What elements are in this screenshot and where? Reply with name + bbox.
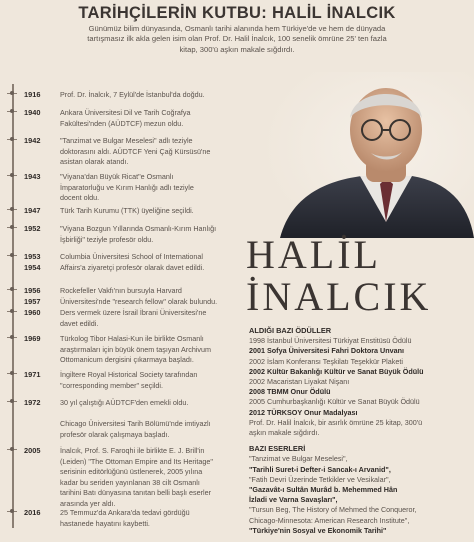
timeline-text-line: "Tanzimat ve Bulgar Meselesi" adlı teziyle bbox=[60, 136, 193, 145]
timeline-year-value: 1943 bbox=[24, 172, 41, 181]
timeline-text bbox=[60, 172, 238, 204]
name-heading bbox=[246, 234, 474, 318]
timeline-marker bbox=[7, 401, 17, 402]
timeline-text-line: Üniversitesi'nde "research fellow" olarak bulundu. bbox=[60, 296, 218, 306]
award-text: İslam Konferansı Teşkilatı Teşekkür Plaketi bbox=[267, 356, 403, 366]
awards-note bbox=[249, 418, 473, 438]
timeline-year bbox=[24, 446, 40, 457]
intro-line: tartışmasız ilk akla gelen isim olan Prof. Dr. Halil İnalcık, 100 senelik ömrüne 25' ten fazla bbox=[87, 34, 387, 44]
timeline-text-line: Affairs'a ziyaretçi profesör olarak davet edildi. bbox=[60, 262, 205, 272]
timeline-text-line: Rockefeller Vakfı'nın bursuyla Harvard bbox=[60, 286, 182, 295]
awards-section bbox=[249, 326, 473, 536]
name-last: İNALCIK bbox=[246, 274, 432, 319]
timeline-year-value: 1972 bbox=[24, 398, 41, 407]
timeline-year-value: 1947 bbox=[24, 206, 41, 215]
timeline-year bbox=[24, 206, 40, 217]
timeline-text-line: profesör olarak çalışmaya başladı. bbox=[60, 429, 170, 439]
timeline-year bbox=[24, 108, 40, 119]
timeline-year-value: 1942 bbox=[24, 136, 41, 145]
timeline-axis bbox=[12, 84, 14, 528]
timeline-year-value: 1969 bbox=[24, 334, 41, 343]
timeline-text-line: Türk Tarih Kurumu (TTK) üyeliğine seçildi. bbox=[60, 206, 194, 215]
timeline-marker bbox=[7, 337, 17, 338]
timeline-text-line: "corresponding member" seçildi. bbox=[60, 380, 163, 390]
timeline-year-value: 1960 bbox=[24, 308, 41, 317]
timeline-text-line: Columbia Üniversitesi School of International bbox=[60, 252, 204, 261]
timeline-text-line: doktorasını aldı. AÜDTCF Yeni Çağ Kürsüsü'ne bbox=[60, 146, 211, 156]
portrait-photo bbox=[262, 72, 474, 238]
timeline-marker bbox=[7, 93, 17, 94]
timeline-text-line: "Viyana Bozgun Yıllarında Osmanlı-Kırım Hanlığı bbox=[60, 224, 217, 233]
awards-note-line: Prof. Dr. Halil İnalcık, bir asırlık ömrüne 25 kitap, 300'ü bbox=[249, 417, 423, 427]
timeline-year-value: 1916 bbox=[24, 90, 41, 99]
timeline-text bbox=[60, 446, 238, 509]
timeline-text bbox=[60, 334, 238, 366]
award-year: 2012 bbox=[249, 407, 265, 417]
award-item bbox=[249, 336, 473, 346]
award-text: Macaristan Liyakat Nişanı bbox=[267, 377, 350, 387]
work-item: İzladi ve Varna Savaşları", bbox=[249, 495, 338, 505]
work-item: "Tanzimat ve Bulgar Meselesi", bbox=[249, 454, 348, 464]
timeline-text-line: kadar bu seriden yayınlanan 38 cilt Osmanlı bbox=[60, 477, 200, 487]
award-list bbox=[249, 336, 473, 418]
timeline-text-line: araştırmaları için büyük önem taşıyan Archivum bbox=[60, 344, 211, 354]
timeline-text bbox=[60, 286, 238, 307]
award-text: TÜRKSOY Onur Madalyası bbox=[267, 407, 358, 417]
timeline-marker bbox=[7, 373, 17, 374]
award-item bbox=[249, 367, 473, 377]
portrait-illustration bbox=[262, 72, 474, 238]
timeline-text-line: İnalcık, Prof. S. Faroqhi ile birlikte E. J. Brill'in bbox=[60, 446, 205, 455]
timeline-text-line bbox=[60, 409, 238, 420]
timeline-text bbox=[60, 206, 238, 217]
timeline-text-line: Ottomanicum dergisini çıkarmaya başladı. bbox=[60, 355, 194, 364]
award-year: 2002 bbox=[249, 366, 265, 376]
timeline-year bbox=[24, 398, 40, 409]
timeline-text-line: docent oldu. bbox=[60, 193, 100, 202]
timeline-year-value: 1971 bbox=[24, 370, 41, 379]
timeline-year bbox=[24, 252, 40, 273]
timeline-text-line: Chicago Üniversitesi Tarih Bölümü'nde imtiyazlı bbox=[60, 419, 211, 428]
timeline-marker bbox=[7, 289, 17, 290]
works-heading: BAZI ESERLERİ bbox=[249, 444, 306, 454]
award-text: Cumhurbaşkanlığı Kültür ve Sanat Büyük Ödülü bbox=[267, 397, 420, 407]
intro-line: kitap, 300'ü aşkın makale sığdırdı. bbox=[179, 44, 295, 54]
name-first: HALİL bbox=[246, 232, 381, 277]
timeline-text-line: 30 yıl çalıştığı AÜDTCF'den emekli oldu. bbox=[60, 398, 189, 407]
timeline-text bbox=[60, 90, 238, 101]
award-text: Sofya Üniversitesi Fahri Doktora Unvanı bbox=[267, 346, 405, 356]
work-item: "Türkiye'nin Sosyal ve Ekonomik Tarihi" bbox=[249, 525, 387, 535]
timeline-year-value: 1952 bbox=[24, 224, 41, 233]
works-section bbox=[249, 444, 473, 536]
timeline-text bbox=[60, 136, 238, 168]
award-year: 2002 bbox=[249, 356, 265, 366]
work-list bbox=[249, 454, 473, 536]
timeline-year bbox=[24, 370, 40, 381]
award-text: Kültür Bakanlığı Kültür ve Sanat Büyük Ödülü bbox=[267, 366, 424, 376]
timeline-text-line: hastanede hayatını kaybetti. bbox=[60, 518, 150, 528]
timeline-text-line: Türkolog Tibor Halasi-Kun ile birlikte Osmanlı bbox=[60, 334, 204, 343]
timeline-year bbox=[24, 286, 40, 307]
award-year: 1998 bbox=[249, 336, 265, 346]
award-item bbox=[249, 408, 473, 418]
timeline-year bbox=[24, 334, 40, 345]
award-year: 2005 bbox=[249, 397, 265, 407]
work-item: "Gazavât-ı Sultân Murâd b. Mehemmed Hân bbox=[249, 485, 398, 495]
timeline-year-value: 1954 bbox=[24, 262, 41, 272]
timeline-text-line: Ders vermek üzere İsrail İbrani Üniversitesi'ne bbox=[60, 308, 207, 317]
timeline-year-value: 2016 bbox=[24, 508, 41, 517]
timeline-text-line: İmparatorluğu ve Kırım Hanlığı adlı teziyle bbox=[60, 182, 194, 192]
timeline-marker bbox=[7, 255, 17, 256]
timeline-text bbox=[60, 252, 238, 273]
work-item: "Fatih Devri Üzerinde Tetkikler ve Vesikalar", bbox=[249, 474, 391, 484]
timeline-marker bbox=[7, 511, 17, 512]
timeline-text bbox=[60, 308, 238, 329]
timeline-text-line: asistan olarak atandı. bbox=[60, 157, 129, 166]
timeline-text-line: Prof. Dr. İnalcık, 7 Eylül'de İstanbul'da doğdu. bbox=[60, 90, 205, 99]
timeline-year bbox=[24, 224, 40, 235]
timeline-year-value: 1956 bbox=[24, 286, 41, 295]
award-year: 2002 bbox=[249, 377, 265, 387]
timeline-text-line: İngiltere Royal Historical Society tarafından bbox=[60, 370, 198, 379]
award-text: İstanbul Üniversitesi Türkiyat Enstitüsü Ödülü bbox=[267, 336, 412, 346]
timeline-year bbox=[24, 172, 40, 183]
awards-note-line: aşkın makale sığdırdı. bbox=[249, 428, 320, 438]
timeline-text-line: "Viyana'dan Büyük Ricat"e Osmanlı bbox=[60, 172, 174, 181]
timeline-year-value: 1940 bbox=[24, 108, 41, 117]
timeline-year bbox=[24, 308, 40, 319]
timeline-text-line: 25 Temmuz'da Ankara'da tedavi gördüğü bbox=[60, 508, 190, 517]
award-item bbox=[249, 377, 473, 387]
timeline-marker bbox=[7, 227, 17, 228]
timeline-marker bbox=[7, 139, 17, 140]
timeline-text bbox=[60, 508, 238, 529]
timeline-year bbox=[24, 90, 40, 101]
award-year: 2001 bbox=[249, 346, 265, 356]
award-item bbox=[249, 397, 473, 407]
work-item: Chicago-Minnesota: American Research Institute", bbox=[249, 515, 410, 525]
award-item bbox=[249, 357, 473, 367]
timeline-text-line: Ankara Üniversitesi Dil ve Tarih Coğrafya bbox=[60, 108, 191, 117]
work-item: "Tarihli Suret-i Defter-i Sancak-ı Arvanid", bbox=[249, 464, 391, 474]
timeline-text-line: tarihini Batı dünyasına tanıtan belli başlı eserler bbox=[60, 488, 212, 497]
intro-line: Günümüz bilim dünyasında, Osmanlı tarihi alanında hem Türkiye'de ve hem de dünyada bbox=[88, 24, 386, 33]
timeline-text-line: serisinin editörlüğünü üstlenerek, 2005 yılına bbox=[60, 467, 203, 476]
timeline-text bbox=[60, 108, 238, 129]
timeline-text-line: davet edildi. bbox=[60, 318, 99, 328]
timeline-text-line: (Leiden) "The Ottoman Empire and Its Heritage" bbox=[60, 456, 213, 466]
intro-text bbox=[64, 24, 410, 55]
timeline-marker bbox=[7, 449, 17, 450]
page-title: TARİHÇİLERİN KUTBU: HALİL İNALCIK bbox=[78, 4, 396, 22]
awards-heading: ALDIĞI BAZI ÖDÜLLER bbox=[249, 326, 332, 335]
timeline-text bbox=[60, 370, 238, 391]
timeline-marker bbox=[7, 175, 17, 176]
work-item: "Tursun Beg, The History of Mehmed the Conqueror, bbox=[249, 505, 417, 515]
award-text: TBMM Onur Ödülü bbox=[267, 387, 331, 397]
timeline-marker bbox=[7, 111, 17, 112]
timeline-year bbox=[24, 508, 40, 519]
timeline-text bbox=[60, 398, 238, 440]
award-item bbox=[249, 346, 473, 356]
timeline-marker bbox=[7, 311, 17, 312]
award-item bbox=[249, 387, 473, 397]
timeline-marker bbox=[7, 209, 17, 210]
timeline-text bbox=[60, 224, 238, 245]
timeline-year-value: 1953 bbox=[24, 252, 41, 261]
timeline-text-line: arasında yer aldı. bbox=[60, 498, 116, 508]
timeline-year-value: 1957 bbox=[24, 296, 41, 306]
timeline-year bbox=[24, 136, 40, 147]
award-year: 2008 bbox=[249, 387, 265, 397]
timeline-text-line: İşbirliği" teziyle profesör oldu. bbox=[60, 234, 154, 244]
timeline-year-value: 2005 bbox=[24, 446, 41, 455]
timeline-text-line: Fakültesi'nden (AÜDTCF) mezun oldu. bbox=[60, 118, 184, 128]
